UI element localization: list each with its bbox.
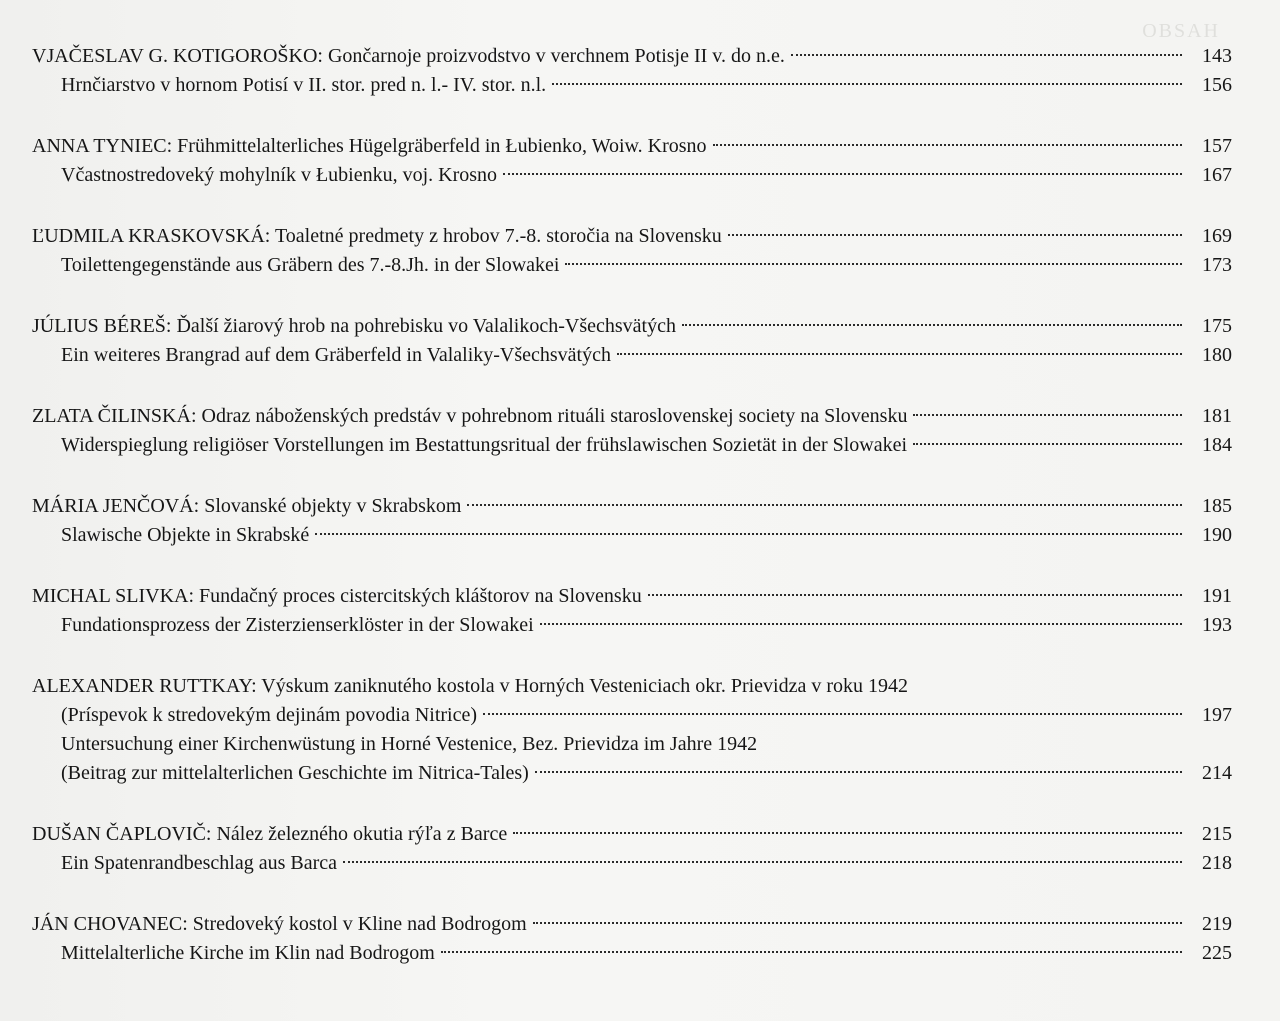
- toc-entry: [32, 312, 1232, 402]
- dot-leader: [483, 713, 1182, 715]
- page-number: 219: [1202, 913, 1232, 935]
- page-number: 197: [1202, 704, 1232, 726]
- toc-entry-subline: [32, 161, 1232, 190]
- page-number: 167: [1202, 164, 1232, 186]
- dot-leader: [535, 771, 1182, 773]
- toc-entry-text: ANNA TYNIEC: Frühmittelalterliches Hügelgräberfeld in Łubienko, Woiw. Krosno: [32, 135, 707, 157]
- toc-entry-text: Ein weiteres Brangrad auf dem Gräberfeld in Valaliky-Všechsvätých: [61, 344, 611, 366]
- dot-leader: [513, 832, 1182, 834]
- toc-entry-title-line: [32, 820, 1232, 849]
- toc-entry-subline: [32, 71, 1232, 100]
- toc-entry-subline: [32, 939, 1232, 968]
- dot-leader: [728, 234, 1182, 236]
- page-number: 218: [1202, 852, 1232, 874]
- dot-leader: [791, 54, 1182, 56]
- toc-entry-text: (Príspevok k stredovekým dejinám povodia Nitrice): [61, 704, 478, 726]
- dot-leader: [713, 144, 1182, 146]
- toc-entry: [32, 672, 1232, 820]
- toc-entry-subline: [32, 701, 1232, 730]
- page-number: 180: [1202, 344, 1232, 366]
- toc-entry-title-line: [32, 910, 1232, 939]
- toc-entry-text: Slawische Objekte in Skrabské: [61, 524, 310, 546]
- toc-entry-text: JÁN CHOVANEC: Stredoveký kostol v Kline nad Bodrogom: [32, 913, 527, 935]
- toc-entry-subline: [32, 730, 1232, 759]
- page-number: 143: [1202, 45, 1232, 67]
- toc-entry-subline: [32, 611, 1232, 640]
- toc-entry-title-line: [32, 132, 1232, 161]
- toc-entry: [32, 42, 1232, 132]
- table-of-contents: [32, 42, 1232, 1000]
- page-number: 225: [1202, 942, 1232, 964]
- toc-entry-subline: [32, 759, 1232, 788]
- page-number: 215: [1202, 823, 1232, 845]
- show-through-heading: OBSAH: [1142, 20, 1220, 42]
- dot-leader: [617, 353, 1182, 355]
- toc-entry-subline: [32, 431, 1232, 460]
- dot-leader: [343, 861, 1182, 863]
- dot-leader: [913, 414, 1182, 416]
- dot-leader: [467, 504, 1182, 506]
- toc-entry-text: Widerspieglung religiöser Vorstellungen im Bestattungsritual der frühslawischen Sozietät in der Slowakei: [61, 434, 908, 456]
- toc-entry-subline: [32, 341, 1232, 370]
- toc-entry-text: MÁRIA JENČOVÁ: Slovanské objekty v Skrabskom: [32, 495, 462, 517]
- toc-entry-text: Ein Spatenrandbeschlag aus Barca: [61, 852, 338, 874]
- toc-entry-text: (Beitrag zur mittelalterlichen Geschichte im Nitrica-Tales): [61, 762, 529, 784]
- toc-entry-text: JÚLIUS BÉREŠ: Ďalší žiarový hrob na pohrebisku vo Valalikoch-Všechsvätých: [32, 315, 676, 337]
- toc-entry: [32, 820, 1232, 910]
- toc-entry-title-line: [32, 492, 1232, 521]
- dot-leader: [565, 263, 1182, 265]
- page-number: 169: [1202, 225, 1232, 247]
- page-number: 173: [1202, 254, 1232, 276]
- toc-entry: [32, 402, 1232, 492]
- toc-entry: [32, 492, 1232, 582]
- toc-entry-text: Mittelalterliche Kirche im Klin nad Bodrogom: [61, 942, 435, 964]
- dot-leader: [441, 951, 1182, 953]
- dot-leader: [648, 594, 1182, 596]
- dot-leader: [682, 324, 1182, 326]
- toc-entry: [32, 132, 1232, 222]
- toc-entry-title-line: [32, 42, 1232, 71]
- toc-entry-text: ZLATA ČILINSKÁ: Odraz náboženských predstáv v pohrebnom rituáli staroslovenskej society na Slovensku: [32, 405, 908, 427]
- page-number: 156: [1202, 74, 1232, 96]
- dot-leader: [533, 922, 1182, 924]
- dot-leader: [552, 83, 1182, 85]
- page-number: 190: [1202, 524, 1232, 546]
- toc-entry-title-line: [32, 222, 1232, 251]
- toc-entry: [32, 582, 1232, 672]
- toc-entry-text: MICHAL SLIVKA: Fundačný proces cistercitských kláštorov na Slovensku: [32, 585, 642, 607]
- toc-entry-title-line: [32, 402, 1232, 431]
- toc-entry-text: DUŠAN ČAPLOVIČ: Nález železného okutia rýľa z Barce: [32, 823, 508, 845]
- dot-leader: [540, 623, 1182, 625]
- toc-entry-subline: [32, 521, 1232, 550]
- page-number: 181: [1202, 405, 1232, 427]
- page-number: 214: [1202, 762, 1232, 784]
- toc-entry-title-line: [32, 582, 1232, 611]
- toc-entry-text: ALEXANDER RUTTKAY: Výskum zaniknutého kostola v Horných Vesteniciach okr. Prievidza v roku 1942: [32, 675, 909, 697]
- toc-entry-text: Hrnčiarstvo v hornom Potisí v II. stor. pred n. l.- IV. stor. n.l.: [61, 74, 547, 96]
- toc-entry: [32, 910, 1232, 1000]
- toc-entry-text: Toilettengegenstände aus Gräbern des 7.-8.Jh. in der Slowakei: [61, 254, 560, 276]
- page-number: 184: [1202, 434, 1232, 456]
- toc-entry-text: ĽUDMILA KRASKOVSKÁ: Toaletné predmety z hrobov 7.-8. storočia na Slovensku: [32, 225, 722, 247]
- dot-leader: [913, 443, 1182, 445]
- toc-entry-text: Untersuchung einer Kirchenwüstung in Horné Vestenice, Bez. Prievidza im Jahre 1942: [61, 733, 758, 755]
- toc-entry-title-line: [32, 672, 1232, 701]
- page-number: 157: [1202, 135, 1232, 157]
- toc-entry-subline: [32, 849, 1232, 878]
- toc-entry-text: Včastnostredoveký mohylník v Łubienku, voj. Krosno: [61, 164, 498, 186]
- page-number: 175: [1202, 315, 1232, 337]
- page-number: 185: [1202, 495, 1232, 517]
- toc-entry-subline: [32, 251, 1232, 280]
- toc-entry-text: Fundationsprozess der Zisterzienserklöster in der Slowakei: [61, 614, 534, 636]
- toc-entry: [32, 222, 1232, 312]
- dot-leader: [503, 173, 1182, 175]
- toc-entry-title-line: [32, 312, 1232, 341]
- dot-leader: [315, 533, 1182, 535]
- page-number: 193: [1202, 614, 1232, 636]
- page-number: 191: [1202, 585, 1232, 607]
- toc-entry-text: VJAČESLAV G. KOTIGOROŠKO: Gončarnoje proizvodstvo v verchnem Potisje II v. do n.e.: [32, 45, 785, 67]
